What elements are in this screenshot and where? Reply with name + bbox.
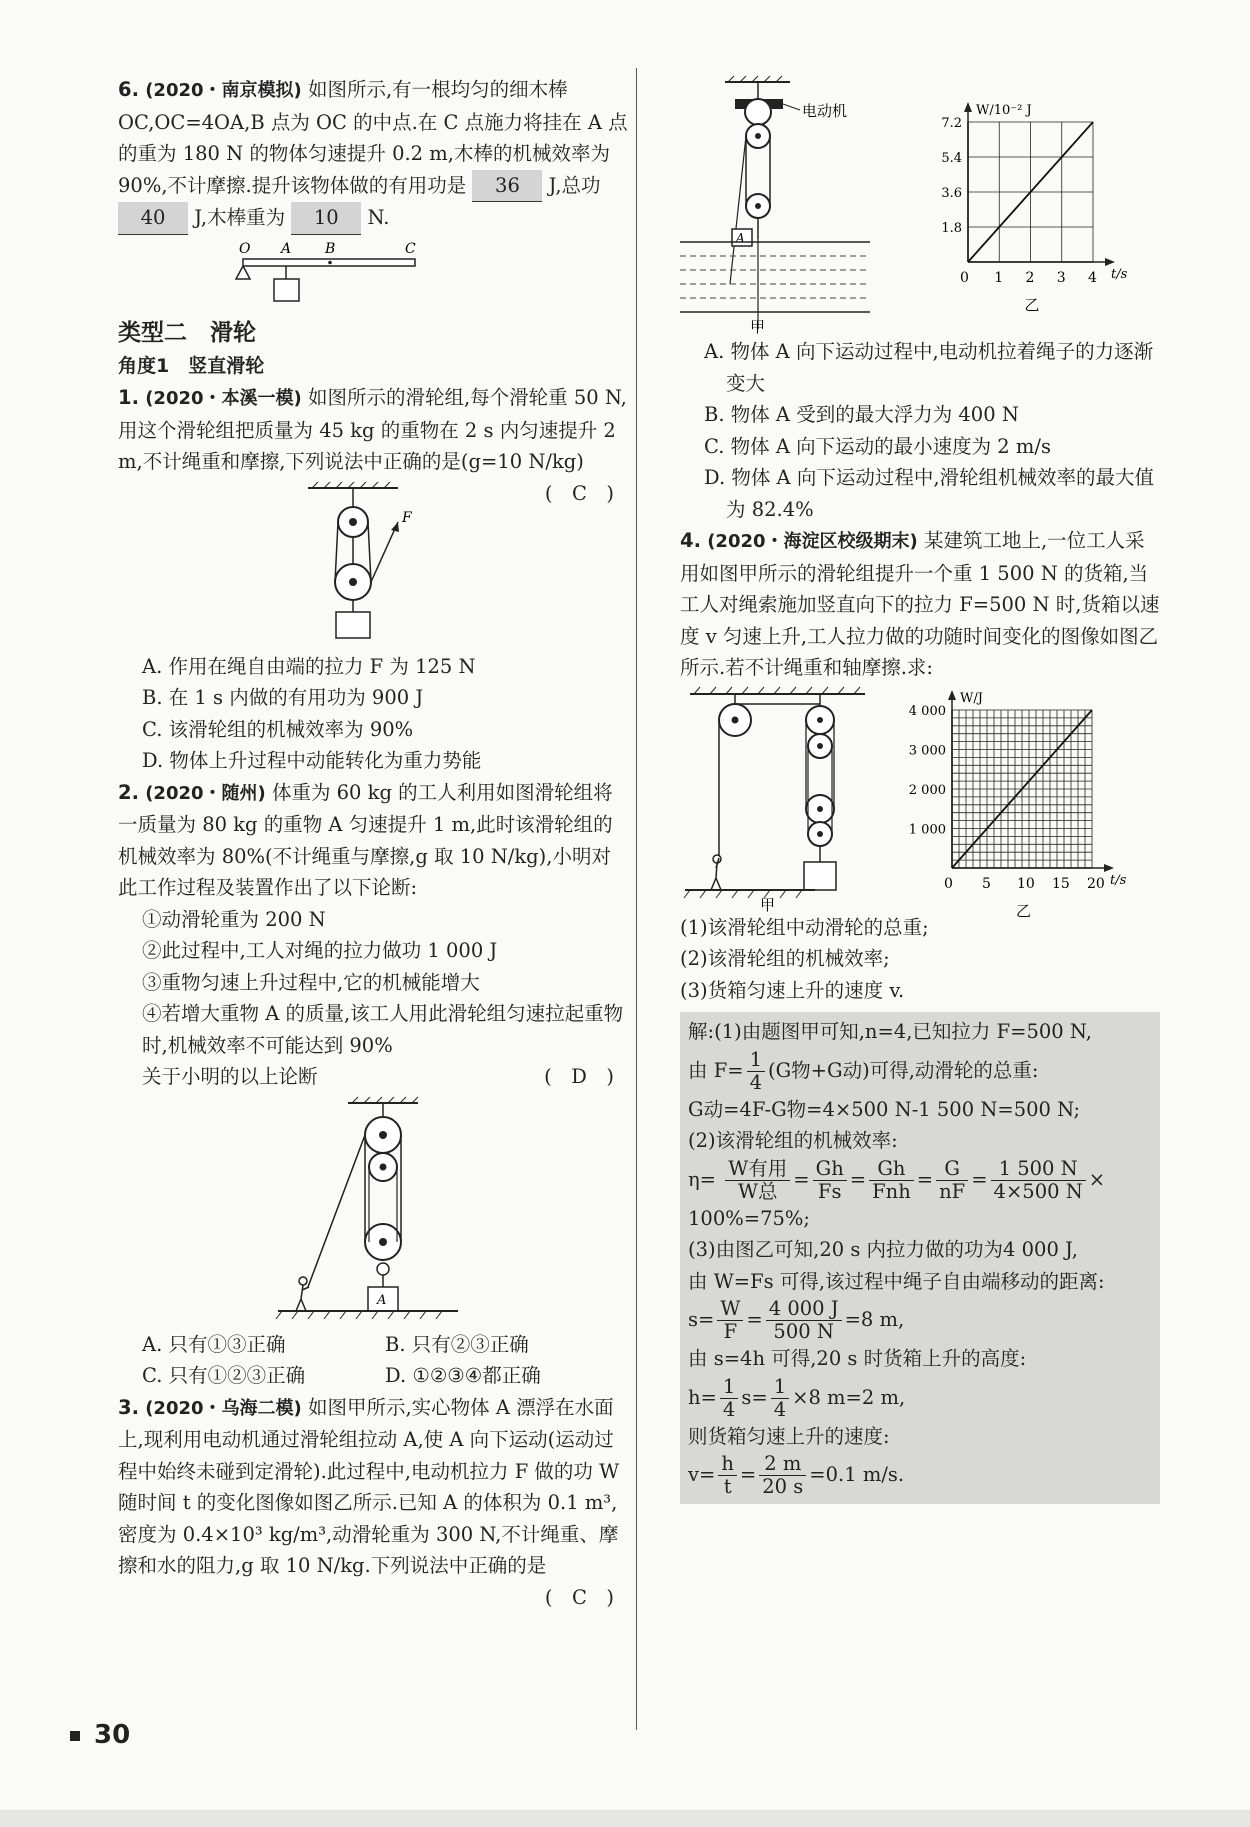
q2-option-b: B. 只有②③正确: [385, 1332, 529, 1356]
y-tick-label: 3.6: [941, 186, 962, 201]
lever-label-a: A: [281, 240, 292, 257]
question-6: [118, 74, 628, 307]
question-1: [118, 382, 628, 777]
pulley1-load: [336, 612, 370, 638]
q2-statement-2: ②此过程中,工人对绳的拉力做功 1 000 J: [142, 939, 498, 962]
q2-stem: 体重为 60 kg 的工人利用如图滑轮组将一质量为 80 kg 的重物 A 匀速提升 1 m,此时该滑轮组的机械效率为 80%(不计绳重与摩擦,g 取 10 N/kg),小明对此工作过程及装置作出了以下论断:: [118, 780, 613, 899]
pulley-figure-1: [288, 482, 428, 647]
q1-answer: ( C ): [544, 481, 614, 505]
pulley-figure-2: [268, 1097, 468, 1325]
q3-label-jia: 甲: [750, 318, 766, 336]
sol-line-5: 100%=75%;: [688, 1206, 810, 1230]
q1-source: (2020・本溪一模): [145, 388, 302, 409]
q4-label-jia: 甲: [760, 895, 776, 914]
sol-line-4: (2)该滑轮组的机械效率:: [688, 1129, 898, 1152]
pulley1-label-f: F: [402, 509, 412, 526]
sol-line-8: 由 s=4h 可得,20 s 时货箱上升的高度:: [688, 1347, 1027, 1370]
y-axis-label: W/10⁻² J: [976, 103, 1032, 118]
x-tick-label: 1: [994, 270, 1004, 286]
q3-figures: [680, 74, 1160, 336]
q2-answer: ( D ): [544, 1065, 614, 1088]
y-axis-label: W/J: [960, 690, 983, 706]
q1-number: 1.: [118, 386, 139, 409]
q3-option-c: C. 物体 A 向下运动的最小速度为 2 m/s: [704, 434, 1051, 458]
sol-line-9: 则货箱匀速上升的速度:: [688, 1424, 890, 1448]
y-tick-label: 3 000: [908, 743, 946, 758]
q1-option-c: C. 该滑轮组的机械效率为 90%: [142, 717, 414, 741]
chart-caption: 乙: [1024, 296, 1040, 314]
lever-point-b: [328, 260, 332, 264]
sol-frac-n: 1: [747, 1049, 765, 1072]
q3-obj-label: A: [736, 231, 745, 245]
q6-text3: J,木棒重为: [194, 206, 286, 229]
pulley2-label-a: A: [377, 1292, 387, 1308]
sol-h-row: h= $\frac{1}{4}$ s= $\frac{1}{4}$ ×8 m=2 m,: [688, 1374, 906, 1421]
y-tick-label: 7.2: [941, 116, 962, 131]
q4-number: 4.: [680, 529, 701, 552]
lever-pivot: [236, 266, 250, 279]
sol-line-3: G动=4F-G物=4×500 N-1 500 N=500 N;: [688, 1097, 1081, 1121]
y-tick-label: 4 000: [908, 703, 946, 719]
q4-source: (2020・海淀区校级期末): [707, 531, 918, 552]
section-type-title: 类型二 滑轮: [118, 319, 256, 346]
q3-answer: ( C ): [544, 1585, 614, 1609]
section-angle-title: 角度1 竖直滑轮: [118, 354, 265, 377]
sol-line-2a: 由 F=: [688, 1058, 744, 1082]
q3-chart-yi: [880, 74, 1150, 336]
lever-label-o: O: [239, 240, 251, 257]
lever-weight: [274, 279, 299, 301]
sol-line-7: 由 W=Fs 可得,该过程中绳子自由端移动的距离:: [688, 1269, 1105, 1293]
q2-option-d: D. ①②③④都正确: [385, 1364, 541, 1387]
sol-eta-row: η= $\frac{\text{W有用}}{\text{W总}}$ = $\frac{Gh}{Fs}$ = $\frac{Gh}{\text{Fnh}}$ = $\frac{G}{nF}$ = $\frac{1 500 N}{4\times 500 N}$ ×: [688, 1156, 1106, 1203]
sol-line-6: (3)由图乙可知,20 s 内拉力做的功为4 000 J,: [688, 1238, 1078, 1261]
q3-source: (2020・乌海二模): [145, 1397, 302, 1419]
y-tick-label: 5.4: [941, 151, 962, 166]
q6-text1: 如图所示,有一根均匀的细木棒 OC,OC=4OA,B 点为 OC 的中点.在 C 点施力将挂在 A 点的重为 180 N 的物体匀速提升 0.2 m,木棒的机械效率为 90%,不计摩擦.提升该物体做的有用功是: [118, 78, 628, 197]
q4-subq-2: (2)该滑轮组的机械效率;: [680, 947, 890, 970]
q4-chart-yi: [870, 684, 1127, 920]
q2-statement-1: ①动滑轮重为 200 N: [142, 907, 326, 931]
x-tick-label: 10: [1017, 875, 1035, 892]
column-divider: [636, 68, 637, 1730]
question-3: [118, 1392, 628, 1614]
x-tick-label: 15: [1052, 875, 1070, 892]
q2-option-c: C. 只有①②③正确: [142, 1364, 306, 1387]
q3-option-d: D. 物体 A 向下运动过程中,滑轮组机械效率的最大值为 82.4%: [704, 466, 1155, 521]
x-axis-arrow: [1105, 258, 1115, 266]
q1-stem: 如图所示的滑轮组,每个滑轮重 50 N,用这个滑轮组把质量为 45 kg 的重物在 2 s 内匀速提升 2 m,不计绳重和摩擦,下列说法中正确的是(g=10 N/kg): [118, 386, 627, 473]
q3-figure-jia: [680, 74, 880, 336]
x-tick-label: 20: [1087, 875, 1105, 892]
q3-option-b: B. 物体 A 受到的最大浮力为 400 N: [704, 403, 1019, 426]
page-number: 30: [70, 1720, 130, 1750]
y-axis-arrow: [948, 690, 956, 700]
x-axis-arrow: [1104, 864, 1114, 872]
y-tick-label: 2 000: [908, 782, 946, 798]
q1-option-d: D. 物体上升过程中动能转化为重力势能: [142, 749, 482, 772]
q4-subq-3: (3)货箱匀速上升的速度 v.: [680, 978, 905, 1002]
x-tick-label: 4: [1088, 270, 1097, 286]
x-tick-label: 5: [982, 875, 991, 892]
q6-blank3: 10: [291, 202, 361, 235]
sol-s-row: s= $\frac{W}{F}$ = $\frac{4 000 J}{500 N}$ =8 m,: [688, 1297, 905, 1343]
q6-text2: J,总功: [548, 173, 601, 197]
y-tick-label: 1 000: [908, 822, 946, 837]
q6-blank1: 36: [472, 170, 542, 203]
q1-option-a: A. 作用在绳自由端的拉力 F 为 125 N: [142, 654, 476, 678]
sol-v-row: v= $\frac{h}{t}$ = $\frac{2 m}{20 s}$ =0.1 m/s.: [688, 1452, 905, 1498]
q4-solution: [680, 1012, 1160, 1504]
q6-source: (2020・南京模拟): [145, 80, 302, 101]
y-axis-arrow: [964, 102, 972, 112]
sol-line-1: 解:(1)由题图甲可知,n=4,已知拉力 F=500 N,: [688, 1020, 1092, 1043]
q3-stem: 如图甲所示,实心物体 A 漂浮在水面上,现利用电动机通过滑轮组拉动 A,使 A 向下运动(运动过程中始终未碰到定滑轮).此过程中,电动机拉力 F 做的功 W 随时间 t 的变化图像如图乙所示.已知 A 的体积为 0.1 m³,密度为 0.4×10³ kg/m³,动滑轮重为 300 N,不计绳重、摩擦和水的阻力,g 取 10 N/kg.下列说法中正确的是: [118, 1395, 620, 1577]
lever-figure: [233, 239, 433, 307]
x-tick-label: 0: [960, 270, 969, 286]
q2-source: (2020・随州): [145, 782, 266, 804]
y-tick-label: 1.8: [941, 221, 962, 236]
q2-tail: 关于小明的以上论断: [142, 1065, 318, 1088]
motor-label: 电动机: [802, 102, 848, 120]
q4-figures: [680, 684, 1160, 920]
x-axis-label: t/s: [1110, 872, 1127, 888]
q2-statement-4: ④若增大重物 A 的质量,该工人用此滑轮组匀速拉起重物时,机械效率不可能达到 90%: [142, 1002, 624, 1057]
q6-number: 6.: [118, 78, 139, 101]
left-column: [118, 74, 628, 1613]
q2-number: 2.: [118, 780, 139, 804]
question-2: [118, 777, 628, 1392]
bottom-band: [0, 1810, 1250, 1827]
q4-figure-jia: [680, 684, 870, 912]
x-axis-label: t/s: [1111, 267, 1128, 282]
q6-text4: N.: [367, 206, 390, 229]
lever-label-b: B: [325, 240, 336, 257]
q3-number: 3.: [118, 1395, 139, 1419]
q4-subq-1: (1)该滑轮组中动滑轮的总重;: [680, 915, 929, 939]
x-tick-label: 2: [1025, 270, 1035, 286]
x-tick-label: 0: [944, 875, 953, 892]
q6-blank2: 40: [118, 202, 188, 235]
x-tick-label: 3: [1056, 270, 1066, 286]
sol-frac-d: 4: [749, 1070, 762, 1094]
right-column: [680, 74, 1160, 1504]
q2-option-a: A. 只有①③正确: [142, 1332, 286, 1356]
question-4: [680, 525, 1160, 1504]
q3-option-a: A. 物体 A 向下运动过程中,电动机拉着绳子的力逐渐变大: [704, 340, 1154, 395]
q4-stem: 某建筑工地上,一位工人采用如图甲所示的滑轮组提升一个重 1 500 N 的货箱,当工人对绳索施加竖直向下的拉力 F=500 N 时,货箱以速度 v 匀速上升,工人拉力做的功随时间变化的图像如图乙所示.若不计绳重和轴摩擦.求:: [680, 529, 1160, 679]
q1-option-b: B. 在 1 s 内做的有用功为 900 J: [142, 686, 424, 709]
lever-label-c: C: [405, 240, 416, 257]
sol-line-2b: (G物+G动)可得,动滑轮的总重:: [768, 1058, 1039, 1082]
chart-caption: 乙: [1016, 901, 1032, 920]
q2-statement-3: ③重物匀速上升过程中,它的机械能增大: [142, 970, 480, 994]
